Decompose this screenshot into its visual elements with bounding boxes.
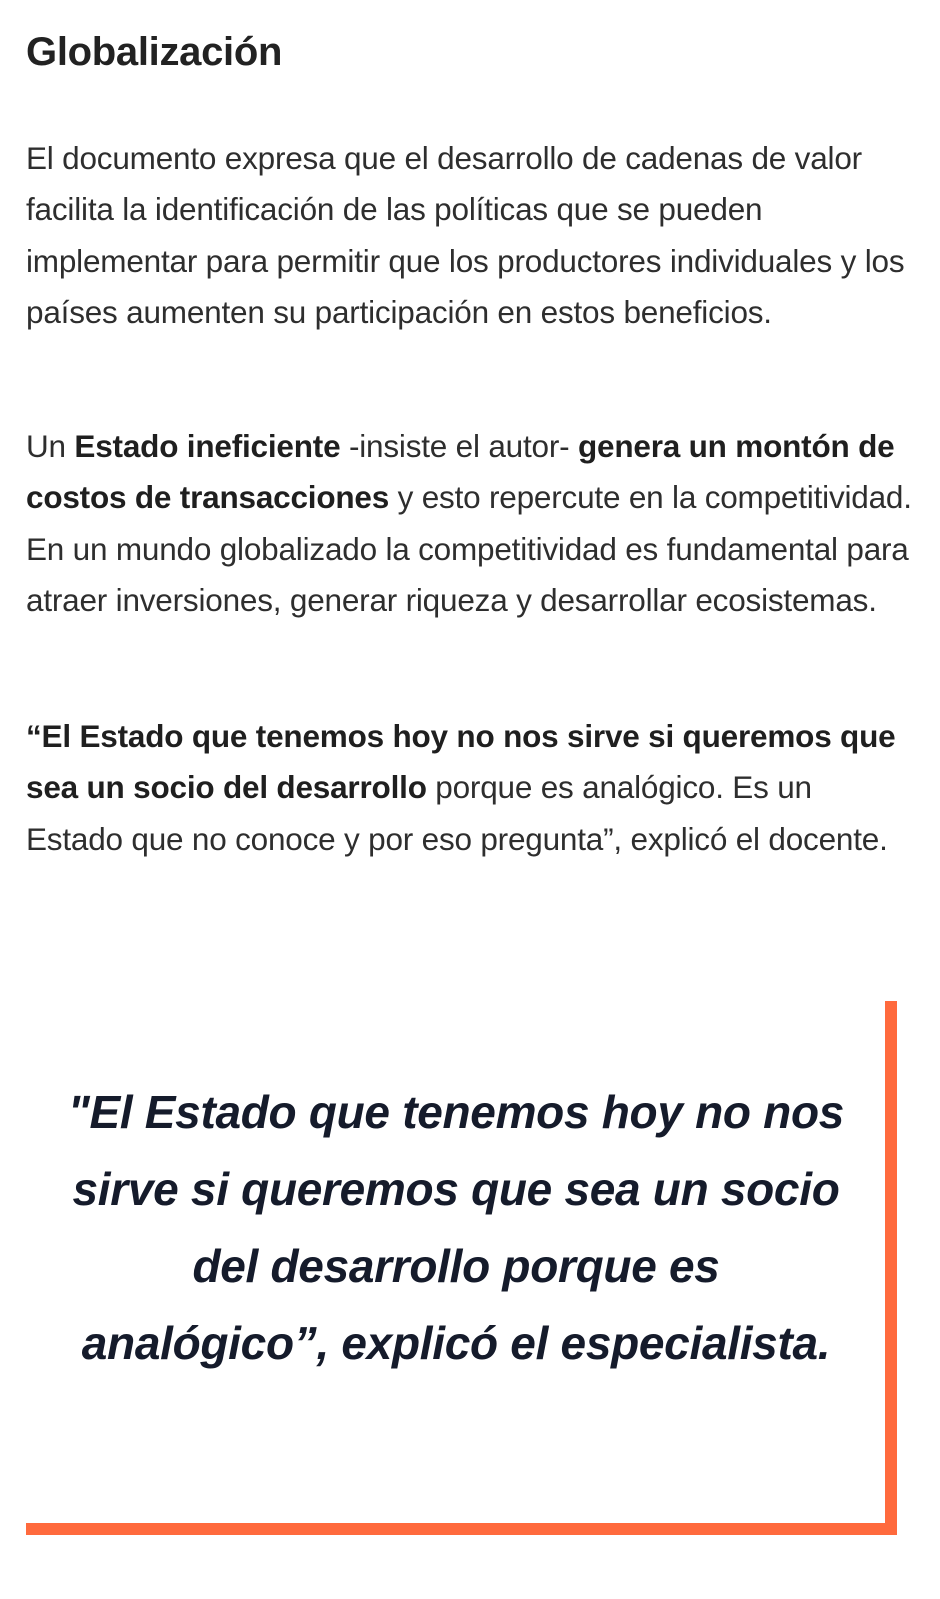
pull-quote-text: "El Estado que tenemos hoy no nos sirve si queremos que sea un socio del desarrollo porque es analógico”, explicó el especialista.: [67, 1086, 845, 1369]
paragraph-2: [26, 421, 916, 626]
pull-quote-border-bottom: [26, 1523, 897, 1535]
paragraph-3-text-1: porque es analógico. Es un Estado que no conoce y por eso pregunta”, explicó el docente.: [26, 769, 888, 857]
paragraph-2-bold-2: genera un montón de costos de transacciones: [26, 428, 895, 516]
paragraph-3: [26, 711, 916, 865]
paragraph-2-text-2: -insiste el autor-: [340, 428, 578, 464]
section-heading: Globalización: [26, 30, 283, 74]
pull-quote: [26, 1001, 897, 1535]
pull-quote-border-right: [885, 1001, 897, 1535]
paragraph-3-bold-1: “El Estado que tenemos hoy no nos sirve si queremos que sea un socio del desarrollo: [26, 718, 896, 806]
paragraph-2-text-3: y esto repercute en la competitividad. En un mundo globalizado la competitividad es fundamental para atraer inversiones, generar riqueza y desarrollar ecosistemas.: [26, 479, 912, 618]
paragraph-2-bold-1: Estado ineficiente: [74, 428, 341, 464]
paragraph-2-text-1: Un: [26, 428, 75, 464]
paragraph-1: El documento expresa que el desarrollo de cadenas de valor facilita la identificación de las políticas que se pueden implementar para permitir que los productores individuales y los países aumenten su participación en estos beneficios.: [26, 140, 905, 330]
